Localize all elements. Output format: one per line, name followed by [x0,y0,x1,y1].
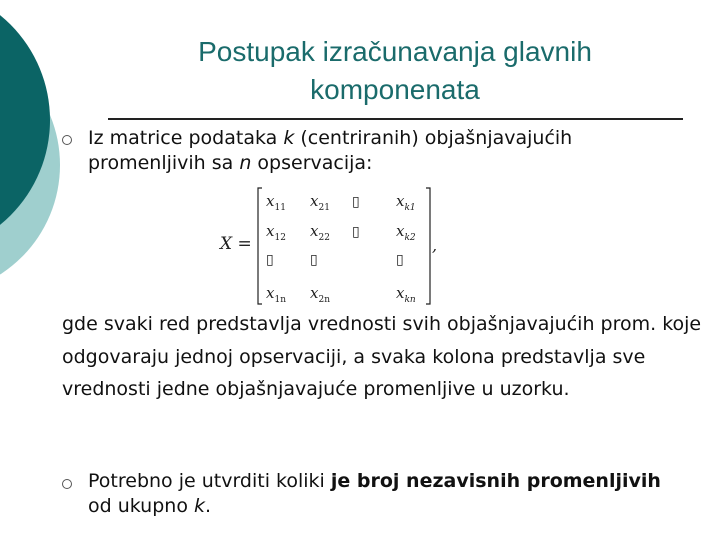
data-matrix [218,186,448,306]
matrix-cell: $x_{k2}$ [396,222,416,243]
matrix-cell: ▯ [396,252,404,268]
svg-text:,: , [432,236,438,255]
bullet-text-2: Potrebno je utvrditi koliki je broj nezavisnih promenljivih od ukupno k. [88,470,661,517]
matrix-cell: $x_{11}$ [266,192,286,213]
svg-text:X =: X = [220,234,252,254]
bullet-icon [62,135,72,145]
matrix-cell: $x_{1n}$ [266,284,286,305]
matrix-cell: $x_{12}$ [266,222,286,243]
bullet-text-1: Iz matrice podataka k (centriranih) objašnjavajućih promenljivih sa n opservacija: [88,127,573,174]
matrix-cell: $x_{22}$ [310,222,330,243]
bullet-icon [62,479,72,489]
matrix-cell: ▯ [352,224,360,240]
title-divider [108,118,683,120]
matrix-cell: ▯ [352,194,360,210]
matrix-cell: ▯ [266,252,274,268]
matrix-cell: $x_{kn}$ [396,284,416,305]
matrix-cell: ▯ [310,252,318,268]
explanation-text: gde svaki red predstavlja vrednosti svih objašnjavajućih prom. koje odgovaraju jednoj opservaciji, a svaka kolona predstavlja sve vrednosti jedne objašnjavajuće promenljive u uzorku. [62,313,702,400]
matrix-cell: $x_{21}$ [310,192,330,213]
matrix-cell: $x_{2n}$ [310,284,330,305]
matrix-cell: $x_{k1}$ [396,192,416,213]
slide-title: Postupak izračunavanja glavnih komponenata [198,36,592,105]
